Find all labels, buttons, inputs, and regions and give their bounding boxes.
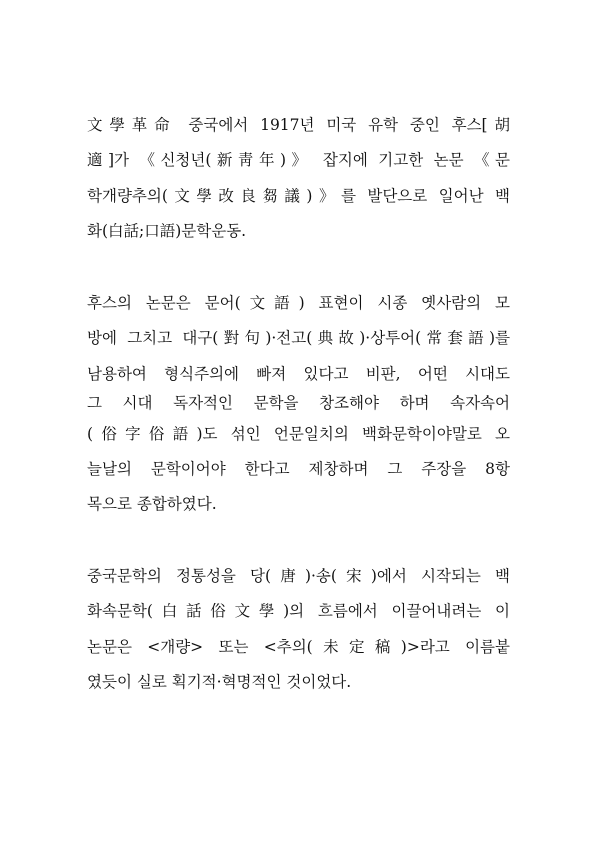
paragraph-2-line-6: 늘날의 문학이어야 한다고 제창하며 그 주장을 8항 [87,460,510,478]
paragraph-2-line-2: 방에 그치고 대구(對句)·전고(典故)·상투어(常套語)를 [87,329,510,347]
paragraph-1-line-3: 학개량추의(文學改良芻議)》를 발단으로 일어난 백 [87,187,510,205]
paragraph-3-line-2: 화속문학(白話俗文學)의 흐름에서 이끌어내려는 이 [87,602,510,620]
paragraph-2-line-7: 목으로 종합하였다. [87,495,217,513]
paragraph-1-line-1: 文學革命 중국에서 1917년 미국 유학 중인 후스[胡 [87,116,510,134]
paragraph-2-line-4: 그 시대 독자적인 문학을 창조해야 하며 속자속어 [87,394,510,412]
paragraph-3-line-3: 논문은 <개량> 또는 <추의(未定稿)>라고 이름붙 [87,638,510,656]
paragraph-3-line-1: 중국문학의 정통성을 당(唐)·송(宋)에서 시작되는 백 [87,567,510,585]
paragraph-2-line-3: 남용하여 형식주의에 빠져 있다고 비판, 어떤 시대도 [87,365,510,383]
paragraph-2-line-5: (俗字俗語)도 섞인 언문일치의 백화문학이야말로 오 [87,425,510,443]
paragraph-2-line-1: 후스의 논문은 문어(文語) 표현이 시종 옛사람의 모 [87,294,510,312]
paragraph-1-line-4: 화(白話;口語)문학운동. [87,222,247,240]
paragraph-3-line-4: 였듯이 실로 획기적·혁명적인 것이었다. [87,673,352,691]
paragraph-1-line-2: 適]가 《신청년(新靑年)》 잡지에 기고한 논문 《문 [87,151,510,169]
